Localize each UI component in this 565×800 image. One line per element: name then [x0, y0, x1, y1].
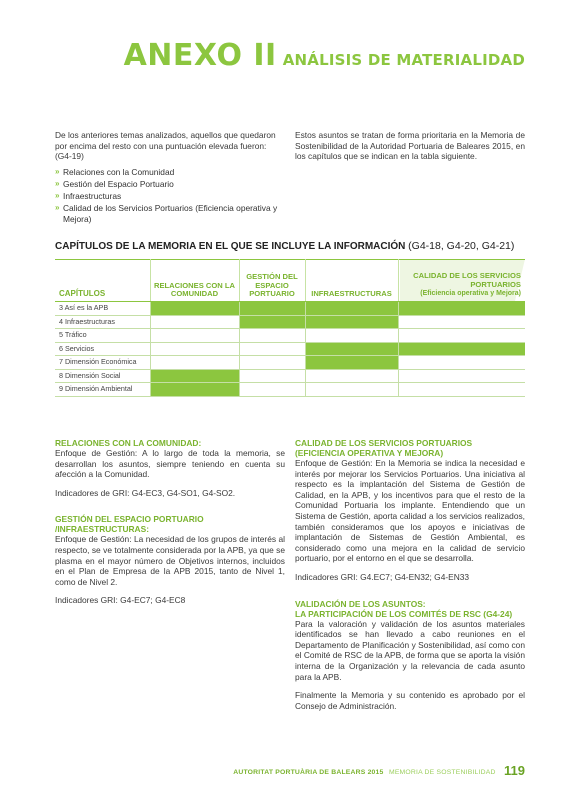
bullet-icon: »	[55, 178, 60, 188]
mark-community	[150, 356, 239, 369]
row-label: 6 Servicios	[59, 343, 95, 353]
validation-section-title: VALIDACIÓN DE LOS ASUNTOS: LA PARTICIPACIÓN DE LOS COMITÉS DE RSC (G4-24)	[295, 598, 513, 619]
intro-paragraph: De los anteriores temas analizados, aquellos que quedaron por encima del resto con una puntuación elevada fueron: (G4-19)	[55, 130, 276, 162]
bullet-icon: »	[55, 203, 60, 213]
mark-space	[239, 343, 305, 356]
mark-quality	[398, 356, 525, 369]
header-infra: INFRAESTRUCTURAS	[311, 289, 392, 299]
mark-space	[239, 302, 305, 315]
table-row	[55, 316, 525, 330]
mark-community	[150, 383, 239, 396]
mark-space	[239, 383, 305, 396]
intro-right-paragraph: Estos asuntos se tratan de forma prioritaria en la Memoria de Sostenibilidad de la Autoridad Portuaria de Baleares 2015, en los capítulos que se indican en la tabla siguiente.	[295, 130, 525, 162]
mark-infra	[305, 383, 398, 396]
annex-subtitle: ANÁLISIS DE MATERIALIDAD	[282, 51, 525, 69]
mark-community	[150, 329, 239, 342]
quality-section-body: Enfoque de Gestión: En la Memoria se indica la necesidad e interés por mejorar los Servicios Portuarios. Una iniciativa al respecto es la implantación del Sistema de Gestión de Calidad, en la APB, y los incentivos para que el resto de la Comunidad Portuaria los implante. Entendiendo que un Sistema de Gestión, aporta calidad a los servicios realizados, también consideramos que los apoyos e iniciativas de implantación de Sistemas de Gestión Ambiental, es considerado como una mejora en la calidad de servicio portuario, por el entorno en el que se desarrolla.	[295, 458, 525, 564]
header-quality: CALIDAD DE LOS SERVICIOS PORTUARIOS (Eficiencia operativa y Mejora)	[413, 271, 521, 298]
table-row	[55, 383, 525, 397]
row-label: 7 Dimensión Económica	[59, 357, 137, 366]
list-item: » Calidad de los Servicios Portuarios (Eficiencia operativa y Mejora)	[55, 203, 278, 224]
mark-infra	[305, 343, 398, 356]
validation-section-body: Para la valoración y validación de los asuntos materiales identificados se han llevado a cabo reuniones en el Departamento de Planificación y Sostenibilidad, así como con el Comité de RSC de la APB, de forma que se aporta la visión interna de la Organización y la relevancia de cada asunto para la APB.	[295, 618, 525, 682]
header-chapters: CAPÍTULOS	[59, 289, 106, 299]
row-label: 4 Infraestructuras	[59, 316, 115, 326]
mark-infra	[305, 370, 398, 383]
right-sections-column	[295, 438, 525, 711]
intro-left-column	[55, 130, 285, 226]
footer-organization: AUTORITAT PORTUÀRIA DE BALEARS 2015	[233, 769, 384, 776]
mark-quality	[398, 329, 525, 342]
page-header	[0, 38, 525, 73]
list-item: » Gestión del Espacio Portuario	[55, 178, 174, 189]
validation-closing: Finalmente la Memoria y su contenido es aprobado por el Consejo de Administración.	[295, 690, 525, 711]
space-section-title: GESTIÓN DEL ESPACIO PORTUARIO /INFRAESTRUCTURAS:	[55, 514, 204, 535]
mark-quality	[398, 316, 525, 329]
table-row	[55, 356, 525, 370]
table-row	[55, 343, 525, 357]
mark-infra	[305, 316, 398, 329]
bullet-icon: »	[55, 190, 60, 200]
material-topics-list	[55, 167, 285, 224]
mark-space	[239, 316, 305, 329]
mark-infra	[305, 329, 398, 342]
table-row	[55, 370, 525, 384]
table-title: CAPÍTULOS DE LA MEMORIA EN EL QUE SE INCLUYE LA INFORMACIÓN (G4-18, G4-20, G4-21)	[55, 240, 515, 252]
space-section-body: Enfoque de Gestión: La necesidad de los grupos de interés al respecto, se ve totalmente considerada por la APB, ya que se plasma en el mayor número de Objetivos internos, incluidos en el Plan de Empresa de la APB 2015, tanto de Nivel 1, como de Nivel 2.	[55, 534, 285, 587]
mark-infra	[305, 302, 398, 315]
mark-space	[239, 329, 305, 342]
table-title-codes: (G4-18, G4-20, G4-21)	[408, 240, 515, 252]
header-community: RELACIONES CON LA COMUNIDAD	[153, 280, 235, 299]
table-row	[55, 329, 525, 343]
list-item: » Relaciones con la Comunidad	[55, 166, 175, 177]
table-row	[55, 302, 525, 316]
space-indicators: Indicadores GRI: G4-EC7; G4-EC8	[55, 595, 186, 606]
bullet-icon: »	[55, 166, 60, 176]
mark-community	[150, 370, 239, 383]
page-footer	[233, 761, 525, 779]
header-space: GESTIÓN DEL ESPACIO PORTUARIO	[246, 272, 298, 299]
quality-indicators: Indicadores GRI: G4.EC7; G4-EN32; G4-EN33	[295, 571, 470, 582]
mark-community	[150, 302, 239, 315]
page-number: 119	[504, 763, 525, 778]
annex-title: ANEXO II	[123, 38, 277, 73]
left-sections-column	[55, 438, 285, 606]
community-section-title: RELACIONES CON LA COMUNIDAD:	[55, 438, 202, 448]
mark-community	[150, 316, 239, 329]
mark-infra	[305, 356, 398, 369]
table-header	[55, 259, 525, 301]
mark-quality	[398, 302, 525, 315]
row-label: 3 Así es la APB	[59, 303, 109, 312]
row-label: 9 Dimensión Ambiental	[59, 384, 133, 393]
community-indicators: Indicadores de GRI: G4-EC3, G4-SO1, G4-SO2.	[55, 487, 236, 498]
header-quality-sub: (Eficiencia operativa y Mejora)	[420, 290, 521, 298]
community-section-body: Enfoque de Gestión: A lo largo de toda la memoria, se desarrollan los asuntos, siempre teniendo en cuenta su afección a la Comunidad.	[55, 448, 285, 480]
quality-section-title: CALIDAD DE LOS SERVICIOS PORTUARIOS (EFICIENCIA OPERATIVA Y MEJORA)	[295, 438, 473, 458]
mark-space	[239, 370, 305, 383]
mark-community	[150, 343, 239, 356]
mark-quality	[398, 383, 525, 396]
row-label: 8 Dimensión Social	[59, 370, 121, 380]
mark-space	[239, 356, 305, 369]
chapters-table	[55, 259, 525, 397]
list-item: » Infraestructuras	[55, 190, 122, 201]
row-label: 5 Tráfico	[59, 330, 87, 339]
mark-quality	[398, 370, 525, 383]
footer-document: MEMORIA DE SOSTENIBILIDAD	[388, 769, 496, 776]
mark-quality	[398, 343, 525, 356]
